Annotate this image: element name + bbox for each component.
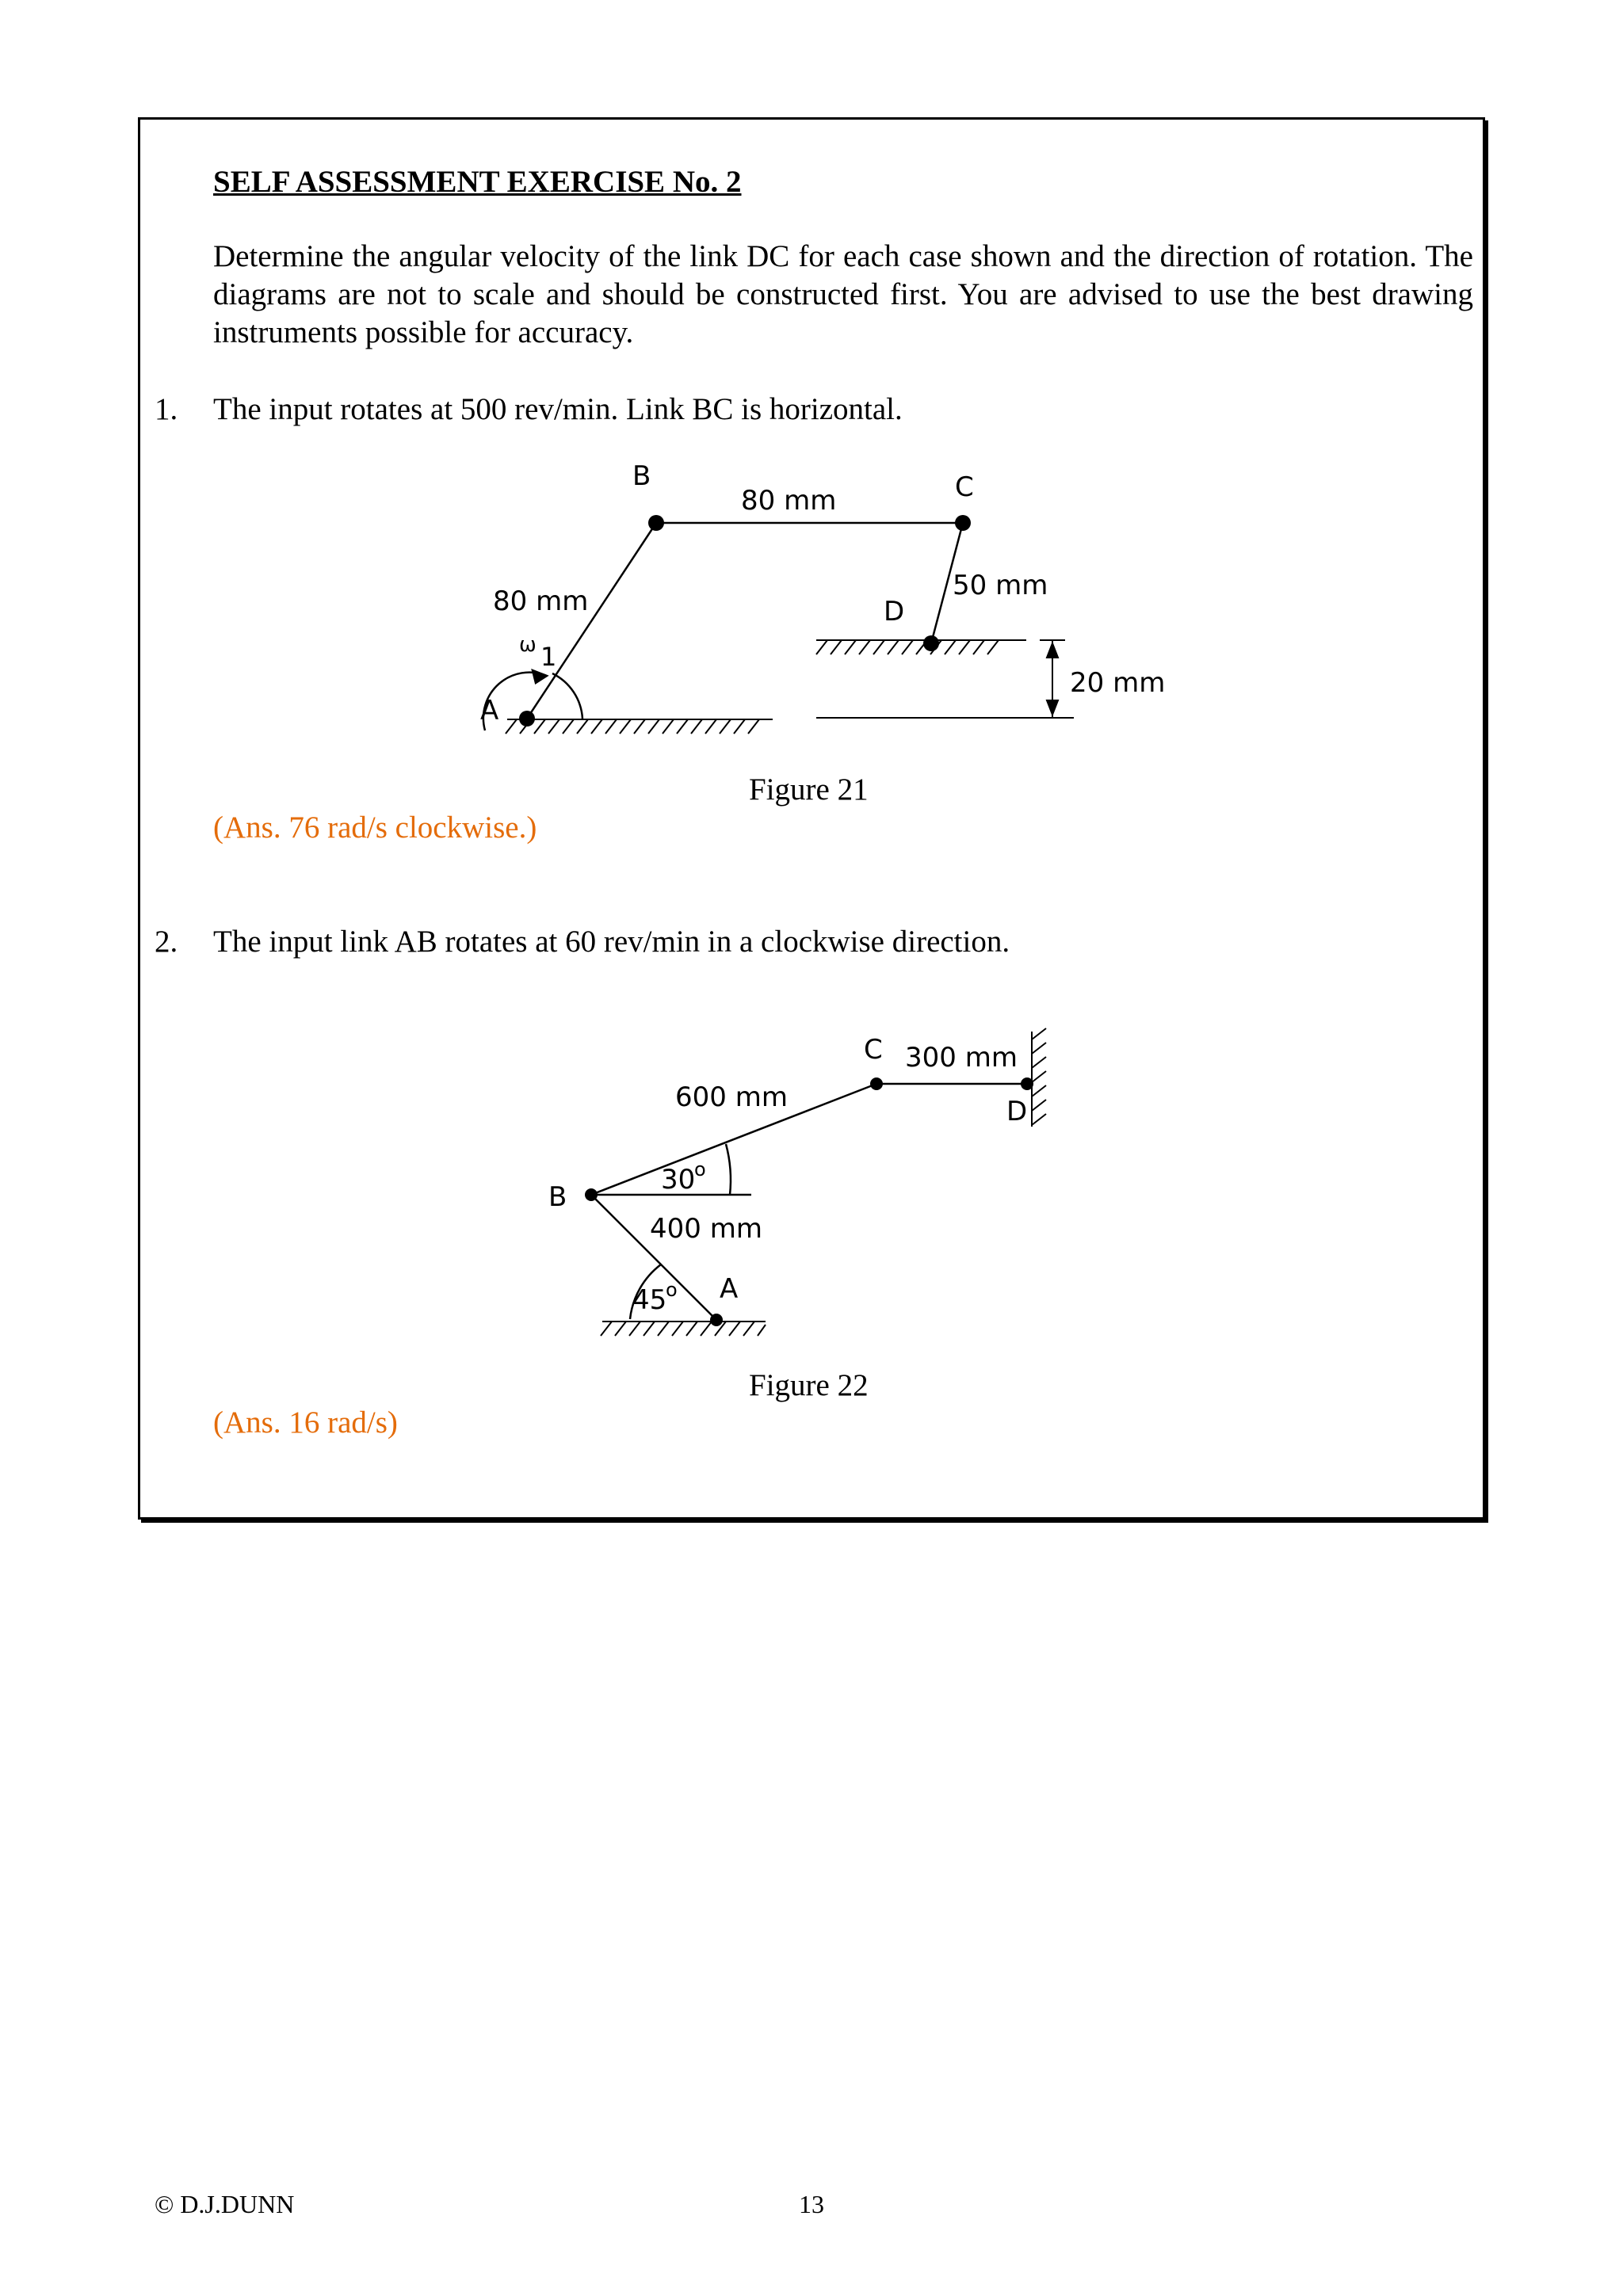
fig21-label-d: D xyxy=(884,596,905,627)
question-2-answer: (Ans. 16 rad/s) xyxy=(213,1405,398,1440)
fig21-offset-length: 20 mm xyxy=(1070,667,1166,699)
fig22-bc-length: 600 mm xyxy=(675,1081,788,1113)
figure-22-diagram xyxy=(539,1022,1078,1355)
ground-a-hatch xyxy=(506,719,773,734)
question-1-number: 1. xyxy=(155,392,178,426)
fig22-label-d: D xyxy=(1006,1096,1028,1127)
intro-paragraph: Determine the angular velocity of the link DC for each case shown and the direction of rotation. The diagrams are not to scale and should be constructed first. You are advised to use the best drawing instruments possible for accuracy. xyxy=(213,239,1473,349)
fig22-angle-a-value: 45 xyxy=(632,1284,667,1316)
fig22-label-a: A xyxy=(720,1273,739,1305)
fig22-ab-length: 400 mm xyxy=(650,1213,762,1245)
fig22-angle-b-value: 30 xyxy=(661,1164,696,1196)
fig22-label-c: C xyxy=(864,1034,883,1066)
fig22-cd-length: 300 mm xyxy=(905,1042,1018,1074)
question-1-text: The input rotates at 500 rev/min. Link BC is horizontal. xyxy=(213,392,903,426)
question-2-number: 2. xyxy=(155,925,178,959)
fig21-ab-length: 80 mm xyxy=(493,585,589,617)
fig21-bc-length: 80 mm xyxy=(741,485,837,517)
fig22-angle-b-degree: o xyxy=(694,1158,706,1180)
fig21-label-b: B xyxy=(632,460,651,492)
figure-22-caption: Figure 22 xyxy=(749,1368,869,1402)
fig21-omega-subscript: 1 xyxy=(540,642,557,672)
figure-21-diagram xyxy=(444,436,1181,769)
question-1-answer: (Ans. 76 rad/s clockwise.) xyxy=(213,810,537,845)
wall-d-hatch xyxy=(1032,1028,1046,1127)
fig21-cd-length: 50 mm xyxy=(953,570,1048,601)
footer-copyright: © D.J.DUNN xyxy=(155,2190,295,2218)
fig21-label-c: C xyxy=(955,471,974,503)
fig21-label-a: A xyxy=(480,695,499,727)
fig22-angle-a-degree: o xyxy=(666,1279,678,1301)
figure-21-caption: Figure 21 xyxy=(749,772,869,807)
question-2-text: The input link AB rotates at 60 rev/min in a clockwise direction. xyxy=(213,925,1010,959)
footer-page-number: 13 xyxy=(799,2190,824,2218)
exercise-heading: SELF ASSESSMENT EXERCISE No. 2 xyxy=(213,165,742,199)
fig22-label-b: B xyxy=(548,1181,567,1213)
ground-a2-hatch xyxy=(601,1322,766,1336)
ground-d-hatch xyxy=(816,640,1074,718)
fig21-omega-symbol: ω xyxy=(519,633,537,657)
